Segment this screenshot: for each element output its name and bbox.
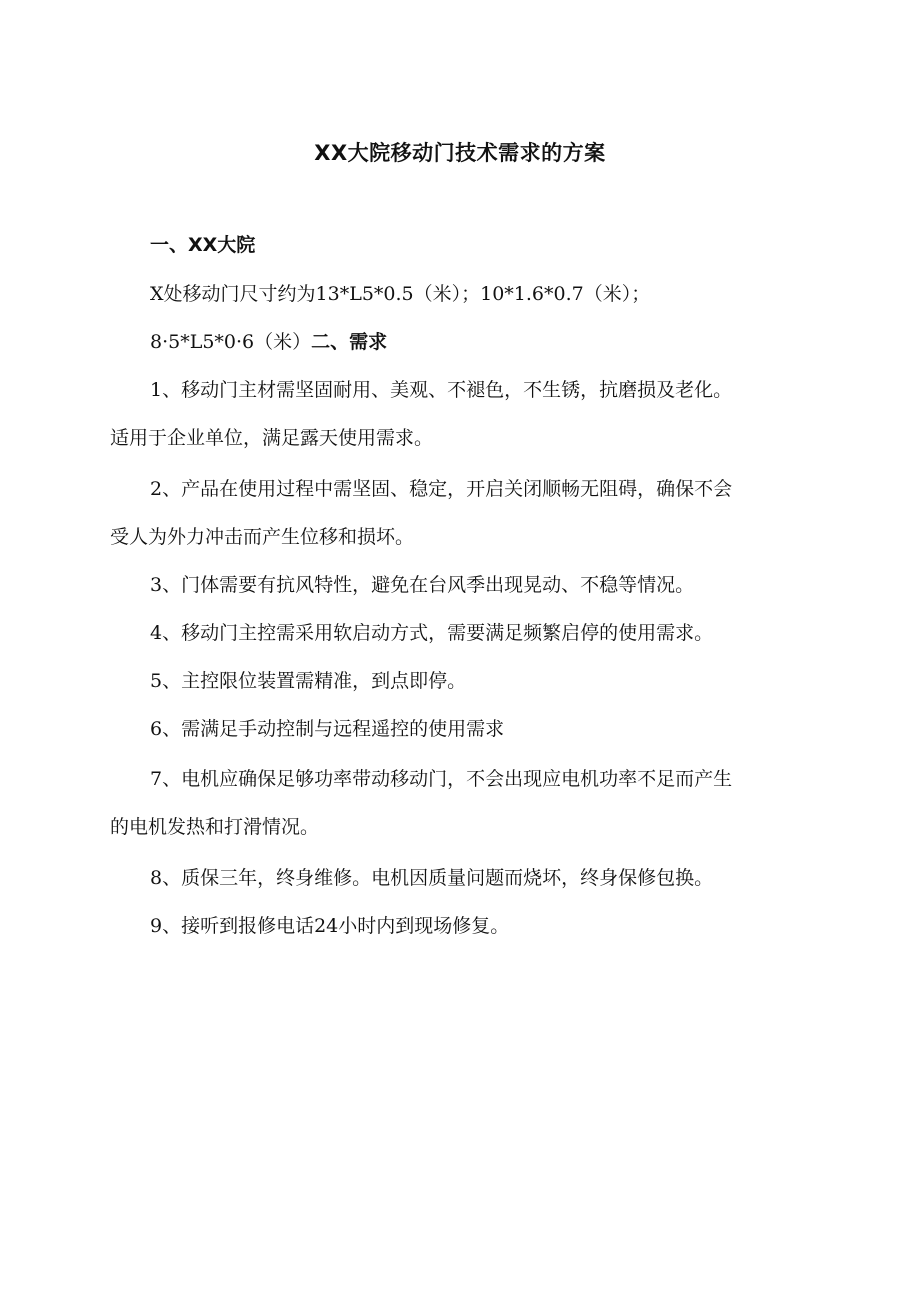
item-6-line-1: 6、需满足手动控制与远程遥控的使用需求	[150, 718, 505, 740]
dimensions-text-2: 8·5*L5*0·6（米）	[150, 331, 312, 353]
item-8-line-1: 8、质保三年，终身维修。电机因质量问题而烧坏，终身保修包换。	[150, 867, 714, 889]
item-3-line-1: 3、门体需要有抗风特性，避免在台风季出现晃动、不稳等情况。	[150, 574, 695, 596]
item-9-line-1: 9、接听到报修电话24小时内到现场修复。	[150, 915, 510, 937]
item-1-line-2: 适用于企业单位，满足露天使用需求。	[110, 427, 434, 449]
item-2-line-2: 受人为外力冲击而产生位移和损坏。	[110, 526, 415, 548]
item-1-line-1: 1、移动门主材需坚固耐用、美观、不褪色，不生锈，抗磨损及老化。	[150, 379, 733, 401]
document-title: XX大院移动门技术需求的方案	[314, 141, 606, 165]
item-5-line-1: 5、主控限位装置需精准，到点即停。	[150, 670, 467, 692]
dimensions-line-2	[150, 330, 850, 354]
item-4-line-1: 4、移动门主控需采用软启动方式，需要满足频繁启停的使用需求。	[150, 622, 714, 644]
section-heading-2: 二、需求	[311, 331, 388, 353]
item-7-line-2: 的电机发热和打滑情况。	[110, 816, 320, 838]
item-7-line-1: 7、电机应确保足够功率带动移动门，不会出现应电机功率不足而产生	[150, 768, 733, 790]
dimensions-line-1: X处移动门尺寸约为13*L5*0.5（米）；10*1.6*0.7（米）；	[150, 283, 651, 305]
section-heading-1: 一、XX大院	[150, 234, 256, 256]
item-2-line-1: 2、产品在使用过程中需坚固、稳定，开启关闭顺畅无阻碍，确保不会	[150, 478, 733, 500]
